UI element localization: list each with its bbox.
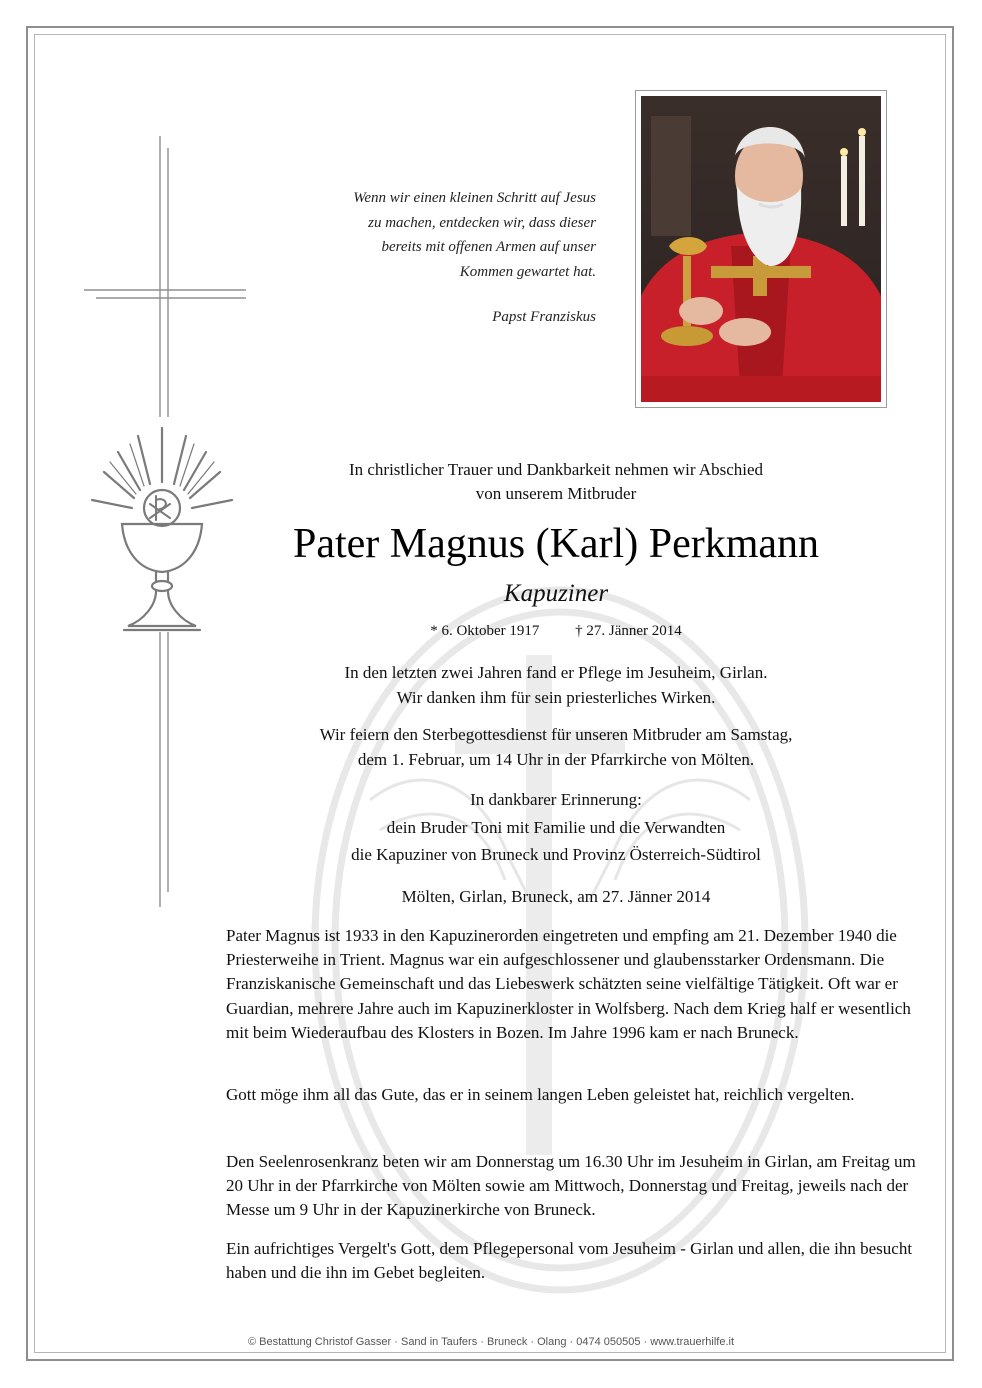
care-paragraph	[200, 660, 912, 710]
quote-line: zu machen, entdecken wir, dass dieser	[368, 214, 596, 231]
service-paragraph	[200, 722, 912, 772]
place-date: Mölten, Girlan, Bruneck, am 27. Jänner 2014	[401, 887, 711, 906]
portrait-photo	[635, 90, 887, 408]
death-date: † 27. Jänner 2014	[575, 623, 682, 639]
quote-block	[250, 186, 596, 330]
text-line: In dankbarer Erinnerung:	[470, 790, 642, 809]
text-line: dein Bruder Toni mit Familie und die Verwandten	[386, 817, 726, 837]
memory-paragraph	[200, 786, 912, 869]
text-line: In den letzten zwei Jahren fand er Pflege im Jesuheim, Girlan.	[344, 663, 768, 682]
text-line: dem 1. Februar, um 14 Uhr in der Pfarrkirche von Mölten.	[357, 750, 755, 769]
text-line: die Kapuziner von Bruneck und Provinz Österreich-Südtirol	[351, 845, 761, 864]
text-line: Wir feiern den Sterbegottesdienst für unseren Mitbruder am Samstag,	[319, 725, 793, 744]
rosary-paragraph: Den Seelenrosenkranz beten wir am Donnerstag um 16.30 Uhr im Jesuheim in Girlan, am Freitag um 20 Uhr in der Pfarrkirche von Mölten sowie am Mittwoch, Donnerstag und Freitag, jeweils nach der Messe um 9 Uhr in der Kapuzinerkirche von Bruneck.	[226, 1152, 916, 1220]
religious-order: Kapuziner	[503, 580, 609, 607]
biography-paragraph: Pater Magnus ist 1933 in den Kapuzinerorden eingetreten und empfing am 21. Dezember 1940 die Priesterweihe in Trient. Magnus war ein aufgeschlossener und glaubensstarker Ordensmann. Die Franziskanische Gemeinschaft und das Liebeswerk schätzten seine vielfältige Tätigkeit. Oft war er Guardian, mehrere Jahre auch im Kapuzinerkloster in Wolfsberg. Nach dem Krieg half er wesentlich mit beim Wiederaufbau des Klosters in Bozen. Im Jahre 1996 kam er nach Bruneck.	[226, 926, 911, 1042]
blessing-paragraph: Gott möge ihm all das Gute, das er in seinem langen Leben geleistet hat, reichlich vergelten.	[226, 1085, 855, 1104]
quote-author: Papst Franziskus	[492, 309, 596, 325]
birth-date: * 6. Oktober 1917	[430, 623, 540, 639]
quote-line: Wenn wir einen kleinen Schritt auf Jesus	[353, 190, 596, 206]
footer-credit: © Bestattung Christof Gasser · Sand in Taufers · Bruneck · Olang · 0474 050505 · www.trauerhilfe.it	[247, 1336, 735, 1348]
deceased-name: Pater Magnus (Karl) Perkmann	[292, 521, 820, 567]
quote-line: Kommen gewartet hat.	[459, 263, 596, 280]
intro-text	[200, 458, 912, 506]
intro-line: von unserem Mitbruder	[475, 484, 637, 503]
intro-line: In christlicher Trauer und Dankbarkeit nehmen wir Abschied	[348, 460, 764, 479]
life-dates	[200, 620, 912, 642]
quote-line: bereits mit offenen Armen auf unser	[381, 239, 596, 255]
portrait-image	[641, 96, 881, 402]
text-line: Wir danken ihm für sein priesterliches Wirken.	[396, 688, 716, 707]
thanks-paragraph: Ein aufrichtiges Vergelt's Gott, dem Pflegepersonal vom Jesuheim - Girlan und allen, die ihn besucht haben und die ihn im Gebet begleiten.	[226, 1239, 913, 1283]
